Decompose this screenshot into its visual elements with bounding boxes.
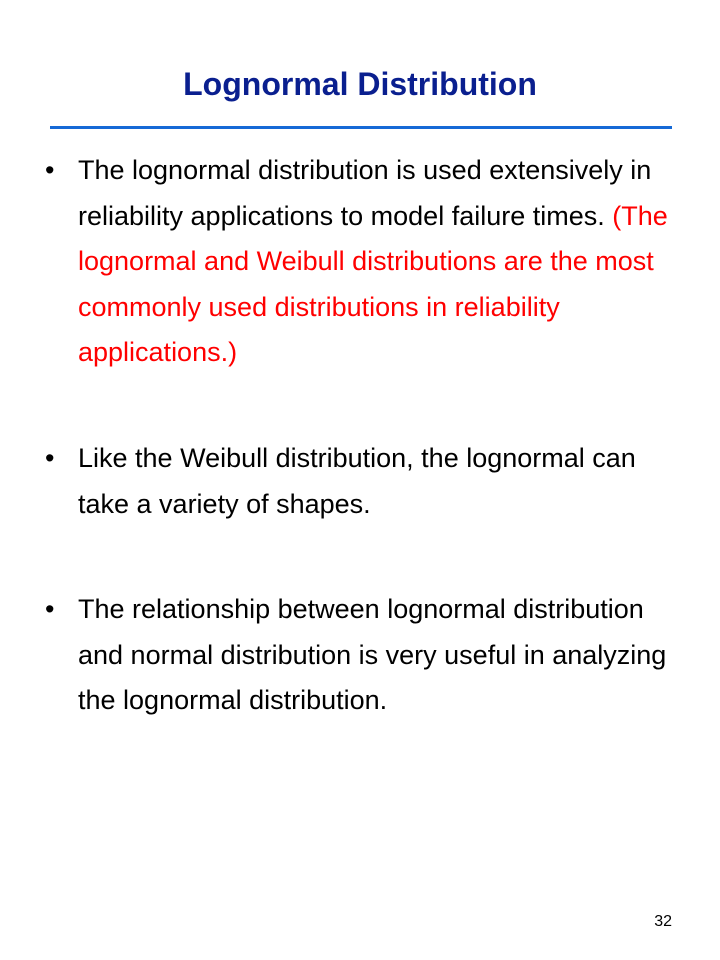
title-underline: [50, 126, 672, 129]
bullet-dot-icon: •: [45, 155, 55, 185]
bullet-1-highlight-text: (The lognormal and Weibull distributions are the most commonly used distributions in reliability applications.): [78, 200, 668, 368]
bullet-list: [0, 148, 720, 724]
bullet-item-1: [0, 148, 720, 376]
bullet-spacer: [0, 376, 720, 436]
bullet-2-text: Like the Weibull distribution, the lognormal can take a variety of shapes.: [78, 442, 636, 519]
bullet-dot-icon: •: [45, 442, 55, 473]
bullet-item-3: [0, 587, 720, 724]
bullet-item-2: [0, 436, 720, 527]
page-number: 32: [654, 913, 672, 930]
bullet-dot-icon: •: [45, 594, 55, 625]
bullet-1-text: The lognormal distribution is used extensively in reliability applications to model failure times.: [78, 155, 652, 231]
slide-title: Lognormal Distribution: [183, 66, 537, 102]
bullet-3-text: The relationship between lognormal distribution and normal distribution is very useful in analyzing the lognormal distribution.: [78, 594, 667, 716]
bullet-spacer: [0, 527, 720, 587]
